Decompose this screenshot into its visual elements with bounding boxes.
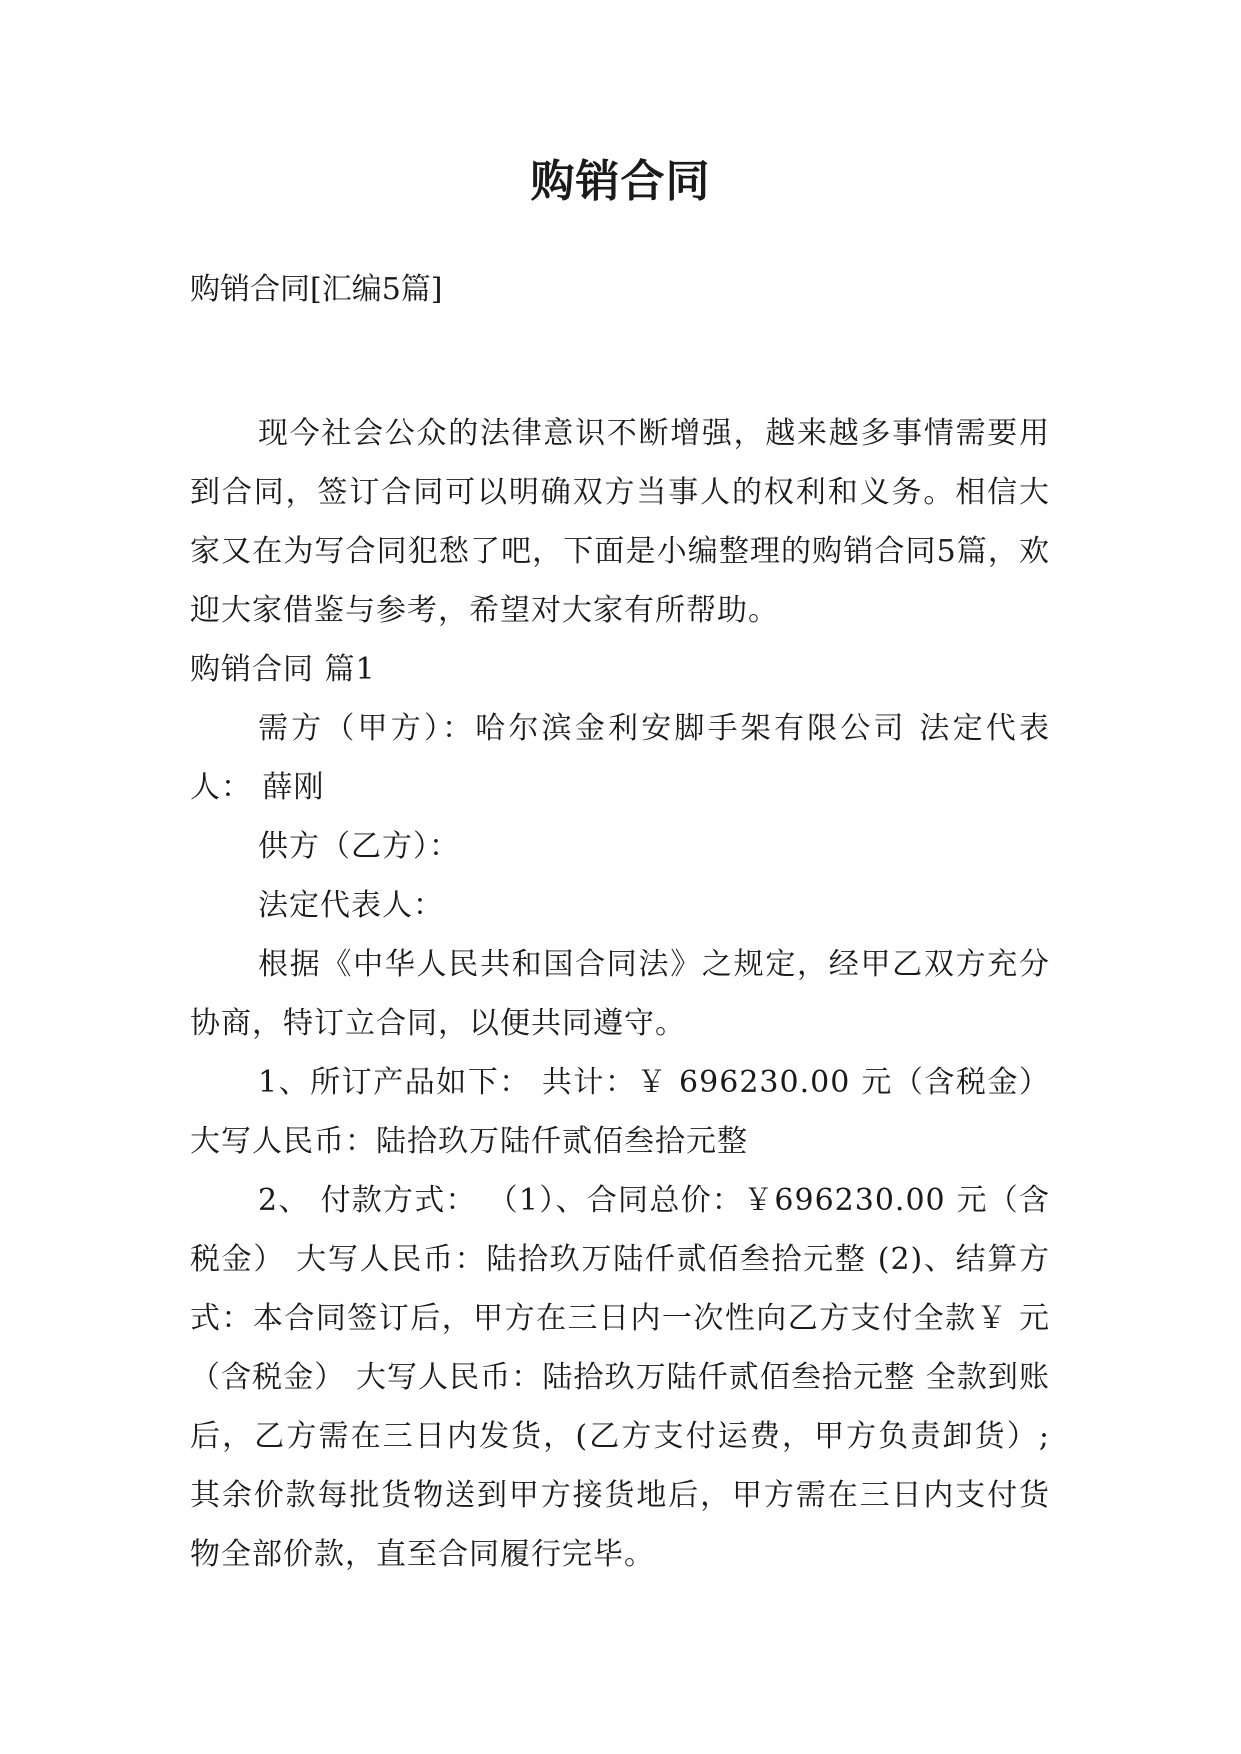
clause-1: 1、所订产品如下： 共计：￥ 696230.00 元（含税金）大写人民币：陆拾玖万陆仟贰佰叁拾元整	[190, 1065, 1050, 1159]
section-heading-1: 购销合同 篇1	[190, 652, 376, 687]
basis-paragraph: 根据《中华人民共和国合同法》之规定，经甲乙双方充分协商，特订立合同，以便共同遵守。	[190, 947, 1050, 1041]
buyer-party: 需方（甲方）：哈尔滨金利安脚手架有限公司 法定代表人： 薛刚	[190, 711, 1050, 805]
document-body	[190, 404, 1050, 1584]
intro-paragraph: 现今社会公众的法律意识不断增强，越来越多事情需要用到合同，签订合同可以明确双方当事人的权利和义务。相信大家又在为写合同犯愁了吧，下面是小编整理的购销合同5篇，欢迎大家借鉴与参考，希望对大家有所帮助。	[190, 416, 1050, 628]
legal-representative: 法定代表人：	[258, 888, 444, 923]
clause-2: 2、 付款方式： （1）、合同总价：￥696230.00 元（含税金） 大写人民币：陆拾玖万陆仟贰佰叁拾元整 (2)、结算方式：本合同签订后，甲方在三日内一次性向乙方支付全款￥ 元（含税金） 大写人民币：陆拾玖万陆仟贰佰叁拾元整 全款到账后，乙方需在三日内发货，(乙方支付运费，甲方负责卸货）;其余价款每批货物送到甲方接货地后，甲方需在三日内支付货物全部价款，直至合同履行完毕。	[190, 1183, 1050, 1572]
document-subtitle: 购销合同[汇编5篇]	[190, 272, 443, 307]
document-title: 购销合同	[530, 156, 711, 207]
supplier-party: 供方（乙方）：	[258, 829, 460, 864]
